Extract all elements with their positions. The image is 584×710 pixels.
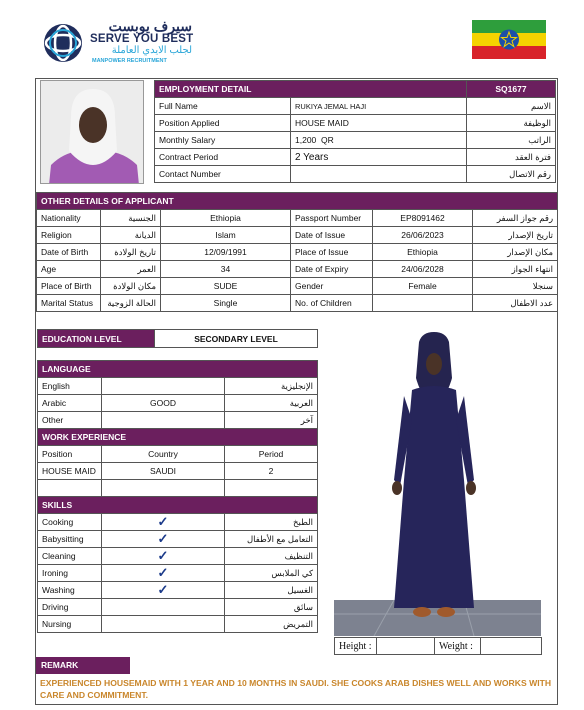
logo-arabic-name: سيرف يوبست <box>108 18 192 34</box>
details-left-value: Ethiopia <box>161 210 291 227</box>
employment-value: RUKIYA JEMAL HAJI <box>291 98 467 115</box>
work-period <box>225 480 318 497</box>
details-left-arabic: الجنسية <box>101 210 161 227</box>
work-row <box>38 463 318 480</box>
details-row <box>37 227 558 244</box>
details-left-value: SUDE <box>161 278 291 295</box>
details-right-arabic: مكان الإصدار <box>473 244 558 261</box>
logo-emblem <box>40 22 86 64</box>
employment-row <box>155 132 556 149</box>
skill-check-icon: ✓ <box>102 582 225 599</box>
skill-check-icon: ✓ <box>102 548 225 565</box>
details-left-arabic: العمر <box>101 261 161 278</box>
language-header: LANGUAGE <box>38 361 318 378</box>
skill-arabic: سائق <box>225 599 318 616</box>
skill-row <box>38 616 318 633</box>
language-row <box>38 378 318 395</box>
employment-label: Full Name <box>155 98 291 115</box>
skill-check-icon: ✓ <box>102 565 225 582</box>
details-right-arabic: رقم جواز السفر <box>473 210 558 227</box>
language-level <box>102 412 225 429</box>
details-right-value: 26/06/2023 <box>373 227 473 244</box>
remark-header: REMARK <box>36 657 130 674</box>
details-left-label: Marital Status <box>37 295 101 312</box>
remark-text: EXPERIENCED HOUSEMAID WITH 1 YEAR AND 10 MONTHS IN SAUDI. SHE COOKS ARAB DISHES WELL AND WORKS WITH CARE AND COMMITMENT. <box>40 678 552 700</box>
education-label: EDUCATION LEVEL <box>38 330 155 348</box>
weight-label: Weight : <box>435 638 481 655</box>
ethiopia-flag-icon <box>472 20 546 59</box>
height-weight-table <box>334 637 542 655</box>
skill-row <box>38 514 318 531</box>
work-position <box>38 480 102 497</box>
details-left-label: Date of Birth <box>37 244 101 261</box>
language-label: Other <box>38 412 102 429</box>
logo-arabic-sub: لجلب الايدي العاملة <box>111 45 192 56</box>
skill-arabic: الغسيل <box>225 582 318 599</box>
details-right-value <box>373 295 473 312</box>
height-label: Height : <box>335 638 377 655</box>
skill-check-icon: ✓ <box>102 514 225 531</box>
details-row <box>37 244 558 261</box>
details-right-label: Date of Issue <box>291 227 373 244</box>
logo-sub: MANPOWER RECRUITMENT <box>92 58 167 64</box>
work-col-period: Period <box>225 446 318 463</box>
details-left-label: Age <box>37 261 101 278</box>
work-country <box>102 480 225 497</box>
details-right-value: Ethiopia <box>373 244 473 261</box>
skill-label: Nursing <box>38 616 102 633</box>
details-right-arabic: انتهاء الجواز <box>473 261 558 278</box>
details-right-arabic: تاريخ الإصدار <box>473 227 558 244</box>
details-left-label: Religion <box>37 227 101 244</box>
details-right-label: Date of Expiry <box>291 261 373 278</box>
skill-check-icon: ✓ <box>102 531 225 548</box>
education-level-table <box>37 329 318 348</box>
work-position: HOUSE MAID <box>38 463 102 480</box>
details-left-arabic: الديانة <box>101 227 161 244</box>
details-row <box>37 278 558 295</box>
details-row <box>37 210 558 227</box>
language-arabic: العربية <box>225 395 318 412</box>
weight-value <box>481 638 542 655</box>
employment-row <box>155 115 556 132</box>
skills-header: SKILLS <box>38 497 318 514</box>
language-label: English <box>38 378 102 395</box>
skill-arabic: التنظيف <box>225 548 318 565</box>
language-arabic: الإنجليزية <box>225 378 318 395</box>
skill-row <box>38 548 318 565</box>
language-arabic: آخر <box>225 412 318 429</box>
work-period: 2 <box>225 463 318 480</box>
applicant-headshot <box>40 80 144 184</box>
details-left-arabic: تاريخ الولادة <box>101 244 161 261</box>
details-left-label: Place of Birth <box>37 278 101 295</box>
skill-label: Ironing <box>38 565 102 582</box>
skill-label: Cleaning <box>38 548 102 565</box>
skill-arabic: التعامل مع الأطفال <box>225 531 318 548</box>
skill-arabic: الطبخ <box>225 514 318 531</box>
employment-arabic-label: الوظيفة <box>467 115 556 132</box>
work-row <box>38 480 318 497</box>
work-experience-header: WORK EXPERIENCE <box>38 429 318 446</box>
employment-arabic-label: الاسم <box>467 98 556 115</box>
employment-value: 1,200 QR <box>291 132 467 149</box>
skill-row <box>38 531 318 548</box>
company-logo <box>40 20 200 66</box>
language-work-skills-table <box>37 360 318 633</box>
language-level: GOOD <box>102 395 225 412</box>
details-right-label: Passport Number <box>291 210 373 227</box>
employment-arabic-label: رقم الاتصال <box>467 166 556 183</box>
details-row <box>37 261 558 278</box>
skill-label: Washing <box>38 582 102 599</box>
skill-label: Babysitting <box>38 531 102 548</box>
employment-value: HOUSE MAID <box>291 115 467 132</box>
language-row <box>38 412 318 429</box>
employment-label: Monthly Salary <box>155 132 291 149</box>
skill-row <box>38 582 318 599</box>
details-row <box>37 295 558 312</box>
skill-row <box>38 565 318 582</box>
work-col-position: Position <box>38 446 102 463</box>
employment-arabic-label: الراتب <box>467 132 556 149</box>
height-value <box>377 638 435 655</box>
details-right-label: Gender <box>291 278 373 295</box>
work-country: SAUDI <box>102 463 225 480</box>
details-left-value: 34 <box>161 261 291 278</box>
details-left-arabic: الحالة الزوجية <box>101 295 161 312</box>
details-right-label: Place of Issue <box>291 244 373 261</box>
skill-label: Driving <box>38 599 102 616</box>
employment-detail-header: EMPLOYMENT DETAIL <box>155 81 467 98</box>
employment-label: Position Applied <box>155 115 291 132</box>
details-left-label: Nationality <box>37 210 101 227</box>
employment-label: Contract Period <box>155 149 291 166</box>
details-right-label: No. of Children <box>291 295 373 312</box>
employment-row <box>155 149 556 166</box>
details-left-value: Single <box>161 295 291 312</box>
details-right-value: 24/06/2028 <box>373 261 473 278</box>
details-left-value: 12/09/1991 <box>161 244 291 261</box>
details-right-arabic: عدد الاطفال <box>473 295 558 312</box>
education-value: SECONDARY LEVEL <box>155 330 318 348</box>
employment-arabic-label: فترة العقد <box>467 149 556 166</box>
employment-row <box>155 98 556 115</box>
language-label: Arabic <box>38 395 102 412</box>
employment-value: 2 Years <box>291 149 467 166</box>
skill-check-icon <box>102 599 225 616</box>
other-details-header: OTHER DETAILS OF APPLICANT <box>37 193 558 210</box>
applicant-full-body-photo <box>334 330 541 636</box>
reference-code: SQ1677 <box>467 81 556 98</box>
skill-arabic: التمريض <box>225 616 318 633</box>
employment-row <box>155 166 556 183</box>
details-right-value: Female <box>373 278 473 295</box>
logo-name: SERVE YOU BEST <box>90 33 194 45</box>
language-level <box>102 378 225 395</box>
work-col-country: Country <box>102 446 225 463</box>
employment-value <box>291 166 467 183</box>
work-column-headers <box>38 446 318 463</box>
details-right-value: EP8091462 <box>373 210 473 227</box>
skill-label: Cooking <box>38 514 102 531</box>
employment-detail-table <box>154 80 556 183</box>
other-details-table <box>36 192 558 312</box>
skill-arabic: كي الملابس <box>225 565 318 582</box>
language-row <box>38 395 318 412</box>
details-right-arabic: سنجلا <box>473 278 558 295</box>
details-left-value: Islam <box>161 227 291 244</box>
employment-label: Contact Number <box>155 166 291 183</box>
skill-check-icon <box>102 616 225 633</box>
details-left-arabic: مكان الولادة <box>101 278 161 295</box>
skill-row <box>38 599 318 616</box>
